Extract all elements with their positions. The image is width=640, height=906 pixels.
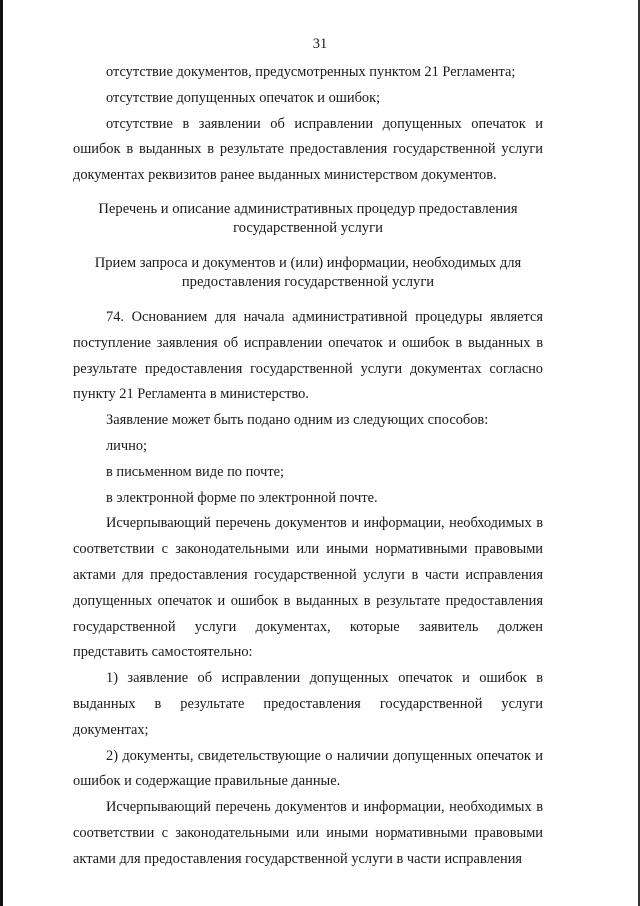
section-heading: Перечень и описание административных процедур предоставления государственной услуги [98, 200, 518, 237]
list-item: отсутствие в заявлении об исправлении допущенных опечаток и ошибок в выданных в результате предоставления государственной услуги документах реквизитов ранее выданных министерством документов. [73, 115, 543, 184]
submission-way-item: в электронной форме по электронной почте. [106, 489, 378, 506]
document-item: 2) документы, свидетельствующие о наличии допущенных опечаток и ошибок и содержащие правильные данные. [73, 747, 543, 790]
subsection-heading: Прием запроса и документов и (или) информации, необходимых для предоставления государственной услуги [94, 254, 522, 291]
submission-ways-intro: Заявление может быть подано одним из следующих способов: [106, 412, 489, 429]
list-item: отсутствие допущенных опечаток и ошибок; [106, 89, 381, 106]
scan-edge-left [0, 0, 3, 906]
paragraph-74: 74. Основанием для начала административной процедуры является поступление заявления об исправлении опечаток и ошибок в выданных в результате предоставления государственной услуги документах согласно пункту 21 Регламента в министерство. [73, 308, 543, 403]
exhaustive-list-paragraph: Исчерпывающий перечень документов и информации, необходимых в соответствии с законодательными или иными нормативными правовыми актами для предоставления государственной услуги в части исправления допущенных опечаток и ошибок в выданных в результате предоставления государственной услуги документах, которые заявитель должен представить самостоятельно: [73, 515, 543, 661]
document-item: 1) заявление об исправлении допущенных опечаток и ошибок в выданных в результате предоставления государственной услуги документах; [73, 670, 543, 738]
submission-way-item: в письменном виде по почте; [106, 463, 284, 480]
document-body [73, 60, 543, 873]
submission-way-item: лично; [106, 437, 148, 454]
list-item: отсутствие документов, предусмотренных пунктом 21 Регламента; [106, 64, 516, 80]
exhaustive-list-paragraph: Исчерпывающий перечень документов и информации, необходимых в соответствии с законодательными или иными нормативными правовыми актами для предоставления государственной услуги в части исправления [73, 799, 543, 867]
page-number: 31 [312, 36, 328, 52]
